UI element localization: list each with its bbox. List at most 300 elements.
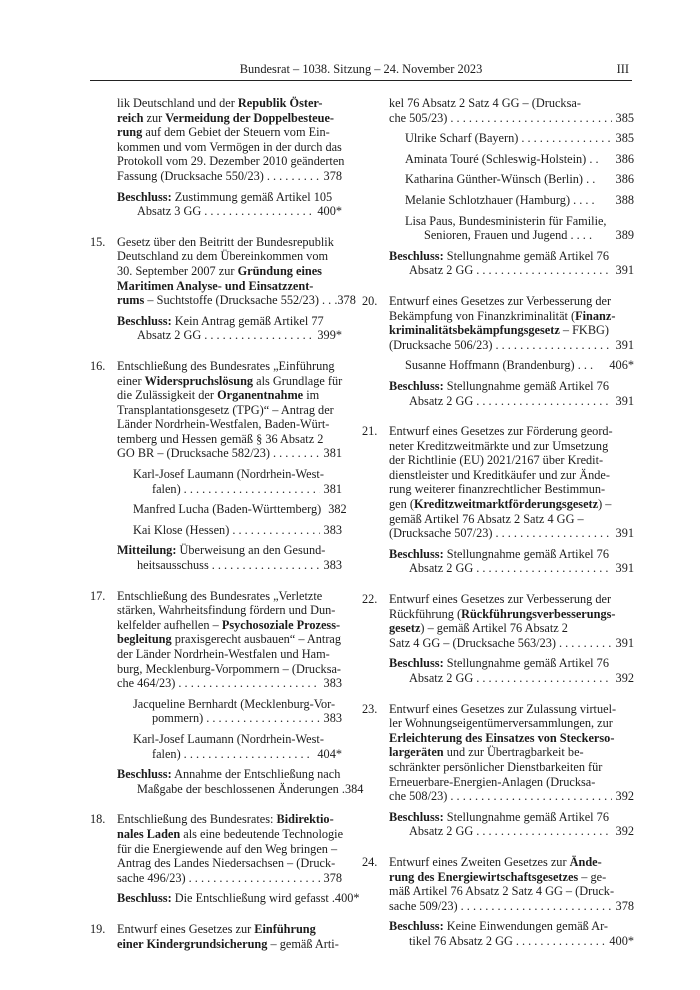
resolution-line xyxy=(90,781,364,797)
resolution-line xyxy=(362,656,634,671)
line-text: Absatz 2 GG xyxy=(137,328,202,343)
line-text xyxy=(117,446,270,461)
line-text xyxy=(117,856,335,871)
resolution-line xyxy=(90,204,342,219)
text-line xyxy=(90,662,342,677)
line-text xyxy=(389,716,613,731)
line-text xyxy=(389,309,615,324)
item-number: 21. xyxy=(362,424,378,439)
bold-run: kriminalitätsbekämpfungsgesetz xyxy=(389,323,560,338)
page-ref: 404* xyxy=(317,746,342,761)
line-text xyxy=(117,111,334,126)
speaker-line xyxy=(362,172,634,187)
item-number: 18. xyxy=(90,812,106,827)
text-run: gemäß Artikel 76 Absatz 2 Satz 4 GG – xyxy=(389,511,584,526)
dot-leader xyxy=(232,523,319,538)
text-run: Deutschland zu dem Übereinkommen vom xyxy=(117,249,329,264)
agenda-item-cont xyxy=(90,96,345,219)
dot-leader xyxy=(204,328,313,343)
text-line xyxy=(90,432,342,447)
text-line xyxy=(362,323,634,338)
page-ref: 378 xyxy=(337,293,356,308)
dot-leader xyxy=(559,636,612,651)
text-run: (Drucksache 506/23) xyxy=(389,337,493,352)
text-line xyxy=(90,264,342,279)
text-line xyxy=(90,140,342,155)
bold-run: rung des Energiewirtschaftsgesetzes xyxy=(389,869,579,884)
line-text xyxy=(389,338,492,353)
line-text: Manfred Lucha (Baden-Württemberg) xyxy=(133,502,322,517)
bold-run: Kreditzweitmarktförderungsgesetz xyxy=(413,497,599,512)
speaker-line xyxy=(90,502,347,517)
line-text xyxy=(389,731,614,746)
speaker-line xyxy=(362,228,634,243)
line-text: Jacqueline Bernhardt (Mecklenburg-Vor- xyxy=(133,696,336,711)
right-column xyxy=(362,96,634,949)
text-run: ) – xyxy=(598,497,612,512)
dot-leader xyxy=(273,446,320,461)
bold-run: begleitung xyxy=(117,632,172,647)
bold-run: Widerspruchslösung xyxy=(144,373,254,388)
resolution-label: Mitteilung: xyxy=(117,543,177,558)
text-run: schränkter persönlicher Dienstbarkeiten für xyxy=(389,759,603,774)
text-run: (Drucksache 507/23) xyxy=(389,526,493,541)
text-run: Erneuerbare-Energien-Anlagen (Drucksa- xyxy=(389,774,596,789)
left-column xyxy=(90,96,364,951)
text-run: sache 496/23) xyxy=(117,870,186,885)
text-run: ) – gemäß Artikel 76 Absatz 2 xyxy=(420,621,568,636)
spacer xyxy=(362,686,634,702)
text-line xyxy=(362,621,634,636)
text-run: Entwurf eines Gesetzes zur xyxy=(117,921,255,936)
page-ref: 384 xyxy=(344,781,364,796)
text-run: – ge- xyxy=(578,869,607,884)
item-number: 17. xyxy=(90,588,106,603)
line-text xyxy=(117,922,316,937)
page-ref: 391 xyxy=(615,393,634,408)
text-line xyxy=(90,125,342,140)
line-text: Absatz 2 GG xyxy=(409,824,474,839)
line-text xyxy=(389,760,602,775)
line-text: Lisa Paus, Bundesministerin für Familie, xyxy=(405,213,607,228)
resolution-text: Überweisung an den Gesund- xyxy=(179,543,326,558)
agenda-item-item15 xyxy=(90,234,356,343)
line-text xyxy=(389,775,595,790)
text-line xyxy=(90,856,342,871)
text-line xyxy=(90,417,342,432)
line-text: Melanie Schlotzhauer (Hamburg) . . . . xyxy=(405,192,595,207)
resolution-line xyxy=(362,671,634,686)
line-text xyxy=(389,249,609,264)
agenda-item-item23 xyxy=(362,702,634,839)
text-line xyxy=(90,96,342,111)
line-text xyxy=(117,388,319,403)
speaker-line xyxy=(90,482,342,497)
line-text xyxy=(389,745,584,760)
speaker-line xyxy=(90,747,342,762)
line-text xyxy=(389,855,602,870)
line-text xyxy=(117,589,322,604)
page-ref: 383 xyxy=(323,522,342,537)
resolution-line xyxy=(90,328,342,343)
resolution-line xyxy=(362,394,634,409)
line-text xyxy=(389,96,581,111)
resolution-label: Beschluss: xyxy=(389,378,444,393)
line-text xyxy=(389,621,568,636)
line-text: heitsausschuss xyxy=(137,558,209,573)
bold-run: Psychosoziale Prozess- xyxy=(221,617,341,632)
header-page-number: III xyxy=(616,62,629,76)
speaker-line xyxy=(90,467,342,482)
line-text xyxy=(389,526,492,541)
text-line xyxy=(362,424,634,439)
line-text xyxy=(117,125,330,140)
text-run: che 505/23) xyxy=(389,110,448,125)
resolution-label: Beschluss: xyxy=(117,313,172,328)
text-run: die Zulässigkeit der xyxy=(117,388,218,403)
spacer xyxy=(90,906,342,922)
bold-run: rums xyxy=(117,293,145,308)
dot-leader xyxy=(516,934,606,949)
text-line xyxy=(90,111,342,126)
resolution-line xyxy=(362,263,634,278)
text-line xyxy=(362,731,634,746)
page-ref: 386 xyxy=(615,151,634,166)
bold-run: Republik Öster- xyxy=(237,96,323,110)
text-line xyxy=(362,607,634,622)
text-run: Entwurf eines Gesetzes zur Zulassung virtuel- xyxy=(389,701,617,716)
text-run: stärken, Wahrheitsfindung fördern und Dun- xyxy=(117,603,336,618)
dot-leader xyxy=(476,394,611,409)
resolution-text: Die Entschließung wird gefasst . xyxy=(174,891,335,906)
bold-run: Vermeidung der Doppelbesteue- xyxy=(165,110,335,125)
text-line xyxy=(90,154,345,169)
line-text: Absatz 2 GG xyxy=(409,263,474,278)
line-text xyxy=(117,154,344,169)
line-text xyxy=(389,702,616,717)
text-line xyxy=(90,842,342,857)
text-line xyxy=(362,309,634,324)
item-number: 20. xyxy=(362,293,378,308)
text-run: Entschließung des Bundesrates „Einführung xyxy=(117,358,335,373)
resolution-text: Keine Einwendungen gemäß Ar- xyxy=(446,919,609,934)
line-text xyxy=(117,632,341,647)
line-text xyxy=(389,379,609,394)
dot-leader xyxy=(495,338,611,353)
header-title: Bundesrat – 1038. Sitzung – 24. November 2023 xyxy=(239,62,483,76)
text-line xyxy=(90,871,342,886)
line-text xyxy=(389,656,609,671)
line-text xyxy=(117,647,330,662)
text-run: temberg und Hessen gemäß § 36 Absatz 2 xyxy=(117,431,324,446)
bold-run: Rückführungsverbesserungs- xyxy=(461,606,616,621)
line-text xyxy=(117,96,323,111)
line-text: Karl-Josef Laumann (Nordrhein-West- xyxy=(133,467,324,482)
page-ref: 400* xyxy=(317,204,342,219)
text-run: che 464/23) xyxy=(117,676,176,691)
page-ref: 400* xyxy=(334,891,360,906)
text-line xyxy=(362,745,634,760)
text-line xyxy=(362,294,634,309)
dot-leader xyxy=(267,169,320,184)
resolution-text: Annahme der Entschließung nach xyxy=(174,767,341,782)
resolution-label: Beschluss: xyxy=(389,656,444,671)
speaker-line xyxy=(90,523,342,538)
line-text: Aminata Touré (Schleswig-Holstein) . . xyxy=(405,151,599,166)
page-ref: 392 xyxy=(615,671,634,685)
speaker-line xyxy=(362,131,634,146)
line-text xyxy=(117,190,332,205)
text-line xyxy=(362,775,634,790)
resolution-line xyxy=(362,249,634,264)
dot-leader xyxy=(204,204,313,219)
resolution-text: Zustimmung gemäß Artikel 105 xyxy=(174,189,333,204)
line-text xyxy=(389,482,605,497)
line-text: Karl-Josef Laumann (Nordrhein-West- xyxy=(133,731,324,746)
text-run: praxisgerecht ausbauen“ – Antrag xyxy=(171,632,342,647)
text-run: Rückführung ( xyxy=(389,606,462,621)
text-run: Protokoll vom 29. Dezember 2010 geänderten xyxy=(117,154,345,169)
text-run: Satz 4 GG – (Drucksache 563/23) xyxy=(389,635,556,650)
bold-run: largeräten xyxy=(389,745,444,760)
line-text xyxy=(389,592,611,607)
resolution-line xyxy=(90,543,342,558)
text-line xyxy=(362,111,634,126)
text-run: Entschließung des Bundesrates: xyxy=(117,812,277,827)
text-run: Entschließung des Bundesrates „Verletzte xyxy=(117,588,323,603)
line-text xyxy=(389,870,606,885)
text-run: burg, Mecklenburg-Vorpommern – (Drucksa- xyxy=(117,661,342,676)
text-run: Entwurf eines Gesetzes zur Förderung geord- xyxy=(389,424,613,439)
line-text: falen) xyxy=(152,746,181,761)
line-text xyxy=(389,810,609,825)
text-line xyxy=(90,388,342,403)
line-text xyxy=(389,899,458,914)
text-line xyxy=(90,169,342,184)
line-text: Absatz 2 GG xyxy=(409,393,474,408)
item-number: 15. xyxy=(90,234,106,249)
speaker-line xyxy=(90,732,342,747)
resolution-line xyxy=(90,190,342,205)
resolution-line xyxy=(362,934,634,949)
line-text xyxy=(117,812,334,827)
line-text: Ulrike Scharf (Bayern) xyxy=(405,131,519,146)
line-text xyxy=(389,453,603,468)
page-ref: 381 xyxy=(323,481,342,496)
spacer xyxy=(90,343,342,359)
line-text: tikel 76 Absatz 2 GG xyxy=(409,933,513,948)
resolution-line xyxy=(362,379,634,394)
speaker-line xyxy=(362,214,634,229)
resolution-text: Stellungnahme gemäß Artikel 76 xyxy=(446,656,609,671)
line-text xyxy=(117,618,340,633)
page-ref: 385 xyxy=(615,110,634,125)
agenda-item-item22 xyxy=(362,592,634,686)
text-run: – FKBG) xyxy=(559,323,609,338)
item-number: 19. xyxy=(90,921,106,936)
page-ref: 383 xyxy=(323,558,342,573)
spacer xyxy=(362,576,634,592)
page-ref: 378 xyxy=(323,168,342,183)
dot-leader xyxy=(184,482,320,497)
item-number: 24. xyxy=(362,854,378,869)
line-text xyxy=(117,249,328,264)
page-ref: 386 xyxy=(615,172,634,187)
line-text xyxy=(389,497,611,512)
line-text: falen) xyxy=(152,481,181,496)
page-ref: 383 xyxy=(323,711,342,726)
text-line xyxy=(90,812,342,827)
text-line xyxy=(362,592,634,607)
text-line xyxy=(362,636,634,651)
text-line xyxy=(362,884,634,899)
speaker-line xyxy=(362,358,634,373)
line-text: Susanne Hoffmann (Brandenburg) . . . xyxy=(405,358,594,373)
resolution-text: Stellungnahme gemäß Artikel 76 xyxy=(446,248,609,263)
line-text xyxy=(117,140,342,155)
line-text xyxy=(117,314,324,329)
line-text: Katharina Günther-Wünsch (Berlin) . . xyxy=(405,172,596,187)
text-line xyxy=(362,716,634,731)
spacer xyxy=(90,219,342,235)
line-text xyxy=(389,607,615,622)
bold-run: Maritimen Analyse- und Einsatzzent- xyxy=(117,278,314,293)
resolution-text: Stellungnahme gemäß Artikel 76 xyxy=(446,809,609,824)
text-run: Entwurf eines Zweiten Gesetzes zur xyxy=(389,854,570,869)
text-line xyxy=(90,937,342,952)
resolution-text: Stellungnahme gemäß Artikel 76 xyxy=(446,546,609,561)
resolution-line xyxy=(362,561,634,576)
bold-run: Gründung eines xyxy=(237,263,322,278)
text-run: Entwurf eines Gesetzes zur Verbesserung der xyxy=(389,293,612,308)
page-ref: 391 xyxy=(615,337,634,352)
text-line xyxy=(90,589,342,604)
text-run: ler Wohnungseigentümerversammlungen, zur xyxy=(389,716,613,731)
page-ref: 400* xyxy=(609,933,634,948)
item-number: 16. xyxy=(90,358,106,373)
text-line xyxy=(90,249,342,264)
agenda-item-item18 xyxy=(90,812,360,906)
dot-leader xyxy=(189,871,320,886)
resolution-label: Beschluss: xyxy=(389,919,444,934)
agenda-item-item16 xyxy=(90,358,347,573)
line-text xyxy=(389,468,610,483)
text-line xyxy=(90,647,342,662)
text-run: Transplantationsgesetz (TPG)“ – Antrag der xyxy=(117,402,334,417)
text-run: GO BR – (Drucksache 582/23) xyxy=(117,446,270,461)
text-line xyxy=(362,439,634,454)
page-ref: 389 xyxy=(615,228,634,243)
dot-leader xyxy=(178,676,319,691)
text-line xyxy=(90,359,342,374)
line-text xyxy=(389,111,447,126)
resolution-label: Beschluss: xyxy=(389,248,444,263)
line-text xyxy=(117,264,322,279)
text-run: mäß Artikel 76 Absatz 2 Satz 4 GG – (Druck- xyxy=(389,884,615,899)
bold-run: einer Kindergrundsicherung xyxy=(117,936,268,951)
text-run: der Richtlinie (EU) 2021/2167 über Kredit- xyxy=(389,453,604,468)
line-text xyxy=(389,512,584,527)
line-text xyxy=(117,235,334,250)
text-line xyxy=(362,482,634,497)
agenda-item-item19 xyxy=(90,922,342,951)
resolution-line xyxy=(90,767,342,782)
resolution-line xyxy=(362,810,634,825)
text-line xyxy=(362,526,634,541)
text-run: Antrag des Landes Niedersachsen – (Druck- xyxy=(117,856,336,871)
dot-leader xyxy=(206,711,319,726)
text-run: rung weiterer finanzrechtlicher Bestimmun- xyxy=(389,482,606,497)
text-run: einer xyxy=(117,373,145,388)
dot-leader xyxy=(476,824,611,839)
text-line xyxy=(362,855,634,870)
line-text xyxy=(389,439,608,454)
line-text: Absatz 3 GG xyxy=(137,204,202,219)
line-text xyxy=(117,842,337,857)
line-text xyxy=(389,323,609,338)
line-text xyxy=(117,359,335,374)
text-line xyxy=(362,96,634,111)
text-line xyxy=(90,446,342,461)
line-text xyxy=(117,662,341,677)
text-line xyxy=(362,497,634,512)
spacer xyxy=(90,796,342,812)
text-run: im xyxy=(303,388,320,403)
line-text xyxy=(117,827,343,842)
text-line xyxy=(90,293,356,308)
resolution-line xyxy=(362,824,634,839)
text-line xyxy=(362,870,634,885)
resolution-line xyxy=(90,558,342,573)
text-run: kel 76 Absatz 2 Satz 4 GG – (Drucksa- xyxy=(389,96,581,110)
bold-run: Erleichterung des Einsatzes von Steckerso- xyxy=(389,730,615,745)
text-run: sache 509/23) xyxy=(389,898,458,913)
page-ref: 391 xyxy=(615,635,634,650)
agenda-item-item21 xyxy=(362,424,634,576)
page-header xyxy=(90,62,632,81)
text-line xyxy=(90,603,342,618)
spacer xyxy=(362,839,634,855)
text-run: zur xyxy=(143,110,166,125)
line-text xyxy=(389,636,556,651)
bold-run: Bidirektio- xyxy=(276,812,334,827)
line-text xyxy=(117,169,264,184)
text-run: kelfelder aufhellen – xyxy=(117,617,222,632)
page-ref: 392 xyxy=(615,789,634,804)
page-ref: 391 xyxy=(615,263,634,278)
resolution-text: Kein Antrag gemäß Artikel 77 xyxy=(174,313,324,328)
line-text xyxy=(117,543,325,558)
line-text xyxy=(117,871,186,886)
text-line xyxy=(90,618,342,633)
bold-run: gesetz xyxy=(389,621,421,636)
text-run: – Suchtstoffe (Drucksache 552/23) . . . xyxy=(144,293,338,308)
page-ref: 392 xyxy=(615,824,634,839)
line-text xyxy=(117,937,339,952)
line-text: Absatz 2 GG xyxy=(409,671,474,685)
line-text xyxy=(117,676,175,691)
text-line xyxy=(362,702,634,717)
text-line xyxy=(362,468,634,483)
spacer xyxy=(90,573,342,589)
bold-run: Ände- xyxy=(569,854,602,869)
text-run: lik Deutschland und der xyxy=(117,96,238,110)
item-number: 23. xyxy=(362,701,378,716)
text-run: – gemäß Arti- xyxy=(267,936,339,951)
resolution-line xyxy=(362,919,634,934)
page-ref: 406* xyxy=(609,358,634,373)
resolution-line xyxy=(90,314,342,329)
